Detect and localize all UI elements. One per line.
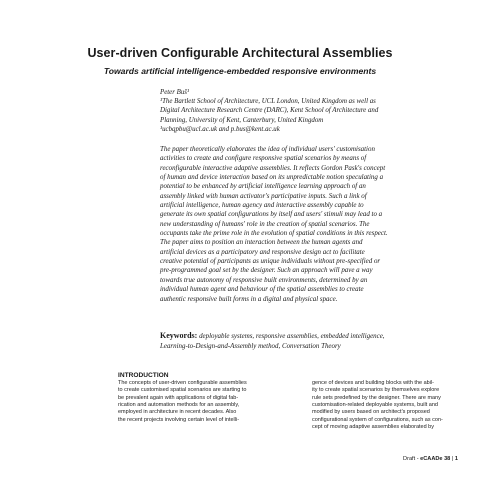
- abstract-line: occupants take the prime role in the evolution of spatial conditions in this respect.: [160, 229, 388, 238]
- abstract-line: new understanding of humans' role in the creation of spatial scenarios. The: [160, 219, 370, 228]
- page-footer: [403, 456, 458, 462]
- abstract-line: generate its own spatial configurations by itself and users' stimuli may lead to a: [160, 210, 383, 219]
- affiliation-line: Digital Architecture Research Centre (DARC), Kent School of Architecture and: [160, 107, 379, 115]
- abstract-line: creative potential of participants as unique individuals without pre-specified or: [160, 257, 381, 266]
- body-line: be prevalent again with applications of digital fab-: [118, 394, 239, 401]
- abstract-line: potential to be enhanced by artificial intelligence learning approach of an: [160, 182, 366, 191]
- abstract-line: assembly linked with human activator's participative inputs. Such a link of: [160, 191, 367, 200]
- footer-separator: |: [450, 456, 455, 462]
- body-column-left: [118, 372, 270, 424]
- body-line: employed in architecture in recent decades. Also: [118, 409, 237, 416]
- abstract-line: pre-programmed goal set by the designer. Such an approach will pave a way: [160, 266, 373, 275]
- keywords-text: deployable systems, responsive assemblies, embedded intelligence,: [197, 332, 385, 340]
- body-column-right: [312, 380, 464, 431]
- body-line: modified by users based on architect's proposed: [312, 409, 430, 416]
- body-line: ity to create spatial scenarios by themselves explore: [312, 387, 440, 394]
- abstract-line: authentic responsive built forms in a digital and physical space.: [160, 294, 338, 303]
- abstract-line: activities to create and configure responsive spatial scenarios by means of: [160, 154, 367, 163]
- abstract-line: towards true autonomy of responsive built environments, determined by an: [160, 275, 368, 284]
- page-number: 1: [454, 456, 458, 462]
- abstract: [160, 145, 456, 304]
- abstract-line: artificial intelligence, human agency and interactive assembly capable to: [160, 201, 364, 210]
- body-line: to create customised spatial scenarios are starting to: [118, 387, 247, 394]
- abstract-line: The paper theoretically elaborates the idea of individual users' customisation: [160, 145, 375, 153]
- body-line: The concepts of user-driven configurable assemblies: [118, 380, 247, 386]
- body-line: rication and automation methods for an assembly,: [118, 402, 240, 409]
- keywords-line: [160, 331, 460, 342]
- keywords-block: [160, 331, 460, 351]
- keywords-label: Keywords:: [160, 331, 198, 340]
- footer-journal: eCAADe 38: [420, 456, 451, 462]
- body-line: cept of moving adaptive assemblies elaborated by: [312, 424, 434, 431]
- body-line: the recent projects involving certain level of intelli-: [118, 416, 240, 423]
- body-line: customisation-related deployable systems, built and: [312, 402, 438, 409]
- keywords-text: Learning-to-Design-and-Assembly method, Conversation Theory: [160, 341, 341, 350]
- body-line: configurational system of configurations, such as con-: [312, 416, 443, 423]
- footer-prefix: Draft -: [403, 456, 421, 462]
- abstract-line: The paper aims to position an interaction between the human agents and: [160, 238, 363, 247]
- affiliation-line: Planning, University of Kent, Canterbury, United Kingdom: [160, 116, 324, 124]
- abstract-line: reconfigurable interactive adaptive assemblies. It reflects Gordon Pask's concept: [160, 163, 386, 172]
- author-affiliation-block: [160, 88, 460, 134]
- paper-title: User-driven Configurable Architectural Assemblies: [87, 46, 393, 60]
- author-email: ¹ucbqpbu@ucl.ac.uk and p.bus@kent.ac.uk: [160, 125, 280, 133]
- author-name: Peter Buš¹: [160, 89, 190, 96]
- abstract-line: individual human agent and behaviour of the spatial assemblies to create: [160, 285, 364, 294]
- body-line: rule sets predefined by the designer. There are many: [312, 394, 441, 401]
- abstract-line: of human and device interaction based on its unpredictable notion speculating a: [160, 173, 384, 182]
- abstract-line: artificial devices as a participatory and responsive design act to facilitate: [160, 247, 365, 256]
- affiliation-line: ¹The Bartlett School of Architecture, UCL London, United Kingdom as well as: [160, 98, 376, 106]
- paper-subtitle: Towards artificial intelligence-embedded responsive environments: [103, 66, 377, 76]
- section-heading-introduction: INTRODUCTION: [118, 372, 169, 379]
- body-line: gence of devices and building blocks with the abil-: [312, 380, 434, 386]
